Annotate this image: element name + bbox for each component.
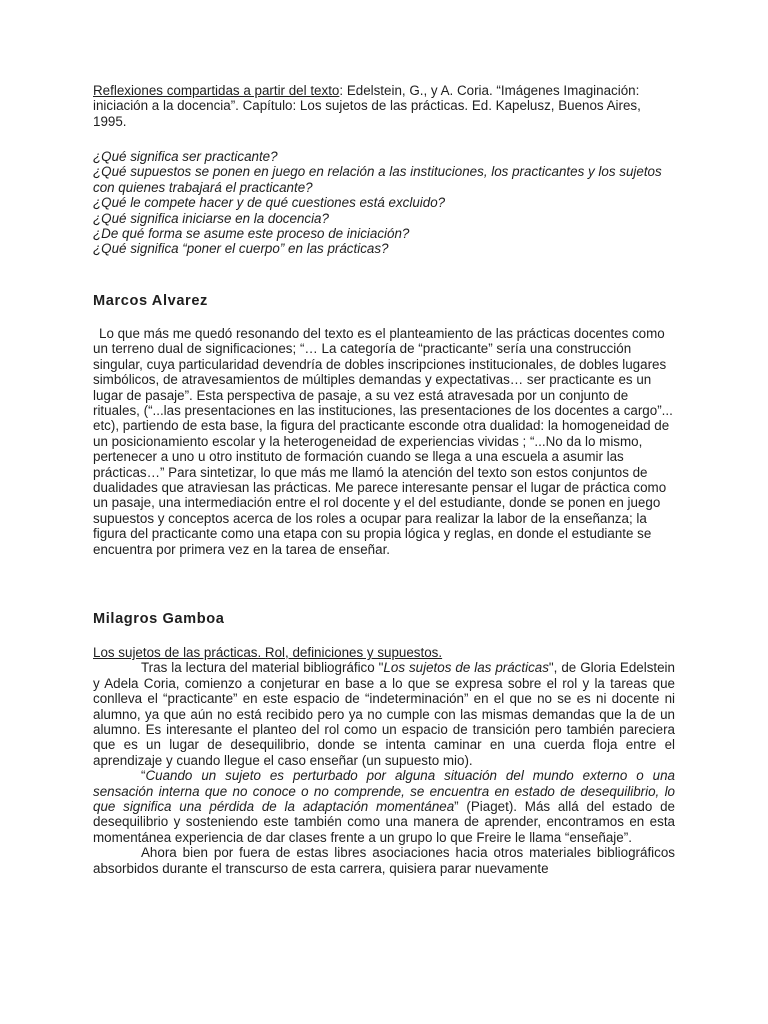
question-item: ¿Qué significa iniciarse en la docencia? [93,210,329,226]
milagros-paragraph-2 [93,768,675,845]
question-item: ¿De qué forma se asume este proceso de iniciación? [93,226,410,242]
question-list [93,149,675,257]
book-title: Los sujetos de las prácticas [383,660,549,676]
text-run: “ [141,768,146,784]
reference-paragraph [93,83,675,129]
question-item: ¿Qué supuestos se ponen en juego en relación a las instituciones, los practicantes y los sujetos con quienes trabajará el practicante? [93,164,662,195]
text-run: ” (Piaget). Más allá del estado de desequilibrio y sosteniendo este también como una manera de aprender, encontramos en esta momentánea experiencia de dar clases frente a un grupo lo que Freire le llama “enseñaje”. [93,799,676,845]
milagros-subtitle: Los sujetos de las prácticas. Rol, definiciones y supuestos. [93,645,443,660]
milagros-paragraph-1 [93,660,675,768]
milagros-paragraph-3: Ahora bien por fuera de estas libres asociaciones hacia otros materiales bibliográficos absorbidos durante el transcurso de esta carrera, quisiera parar nuevamente [93,845,675,876]
question-item: ¿Qué significa ser practicante? [93,149,278,164]
question-item: ¿Qué le compete hacer y de qué cuestiones está excluido? [93,195,446,211]
text-run: Tras la lectura del material bibliográfico " [141,660,384,676]
reference-citation: : Edelstein, G., y A. Coria. “Imágenes Imaginación: iniciación a la docencia”. Capítulo: Los sujetos de las prácticas. Ed. Kapelusz, Buenos Aires, 1995. [93,83,641,129]
piaget-quote: Cuando un sujeto es perturbado por alguna situación del mundo externo o una sensación interna que no conoce o no comprende, se encuentra en estado de desequilibrio, lo que significa una pérdida de la adaptación momentánea [93,768,675,815]
question-item: ¿Qué significa “poner el cuerpo” en las prácticas? [93,241,389,257]
marcos-paragraph: Lo que más me quedó resonando del texto es el planteamiento de las prácticas docentes como un terreno dual de significaciones; “… La categoría de “practicante” sería una construcción singular, cuya particularidad devendría de dobles inscripciones institucionales, de dobles lugares simbólicos, de atravesamientos de múltiples demandas y expectativas… ser practicante es un lugar de pasaje”. Esta perspectiva de pasaje, a su vez está atravesada por un conjunto de rituales, (“...las presentaciones en las instituciones, las presentaciones de los docentes a cargo”... etc), partiendo de esta base, la figura del practicante esconde otra dualidad: la homogeneidad de un posicionamiento escolar y la heterogeneidad de experiencias vividas ; “...No da lo mismo, pertenecer a uno u otro instituto de formación cuando se llega a una escuela a asumir las prácticas…” Para sintetizar, lo que más me llamó la atención del texto son estos conjuntos de dualidades que atraviesan las prácticas. Me parece interesante pensar el lugar de práctica como un pasaje, una intermediación entre el rol docente y el del estudiante, donde se ponen en juego supuestos y conceptos acerca de los roles a ocupar para realizar la labor de la enseñanza; la figura del practicante como una etapa con su propia lógica y reglas, en donde el estudiante se encuentra por primera vez en la tarea de enseñar. [93,326,673,557]
author-heading-marcos: Marcos Alvarez [93,293,208,309]
text-run: ", de Gloria Edelstein y Adela Coria, comienzo a conjeturar en base a lo que se expresa sobre el rol y la tareas que conlleva el “practicante” en este espacio de “indeterminación” en el que no se es ni docente ni alumno, ya que aún no está recibido pero ya no cumple con las mismas demandas que la de un alumno. Es interesante el planteo del rol como un espacio de transición pero también pareciera que es un lugar de desequilibrio, donde se intenta caminar en una cuerda floja entre el aprendizaje y cuando llegue el caso enseñar (un supuesto mio). [93,660,675,768]
milagros-section [93,645,675,876]
author-heading-milagros: Milagros Gamboa [93,611,225,627]
reference-label: Reflexiones compartidas a partir del texto [93,83,340,98]
